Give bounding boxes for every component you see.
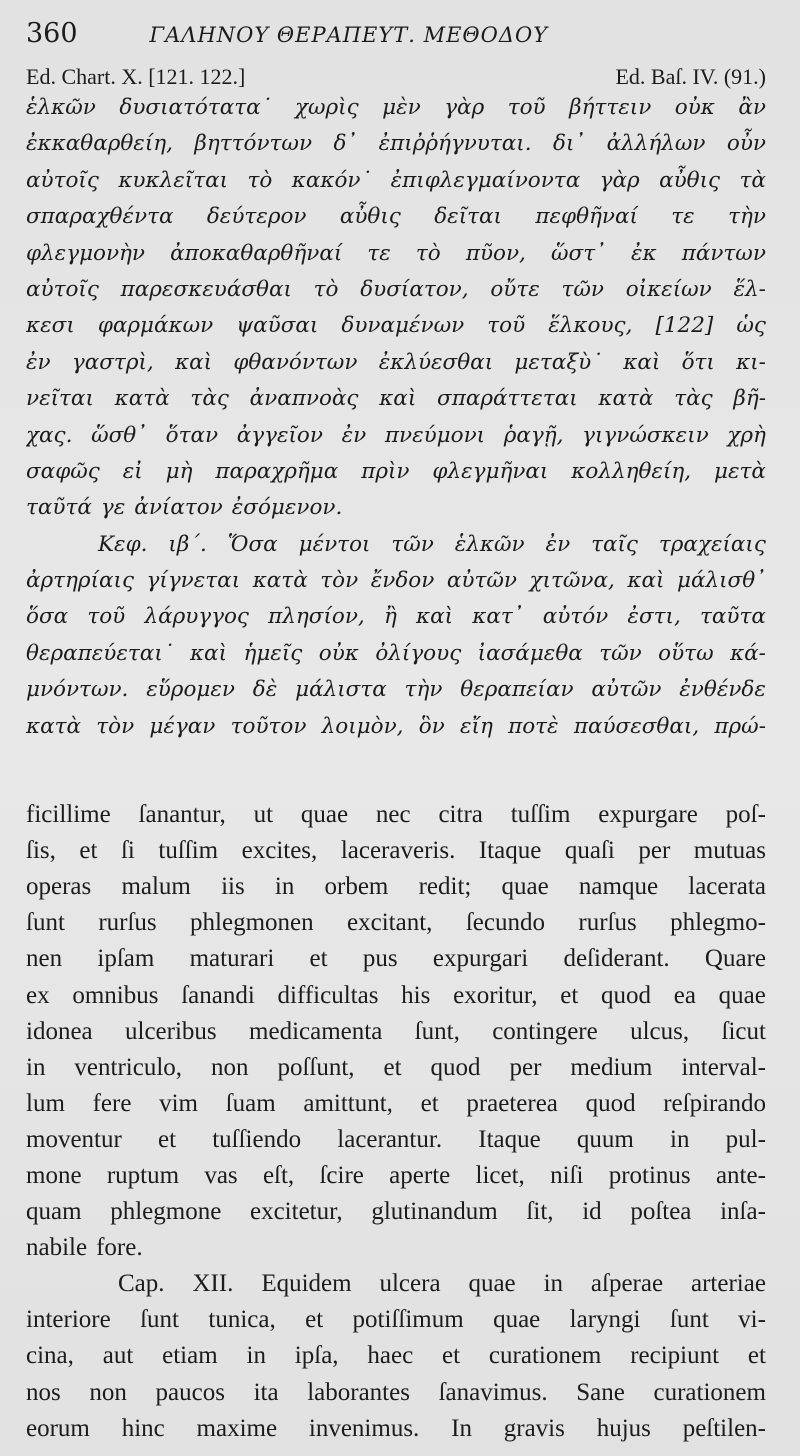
greek-text-line: κεσι φαρμάκων ψαῦσαι δυναμένων τοῦ ἕλκους, [122] ὡς xyxy=(26,313,766,339)
latin-text-line: interiore ſunt tunica, et potiſſimum quae laryngi ſunt vi- xyxy=(26,1306,766,1334)
edition-right: Ed. Baſ. IV. (91.) xyxy=(615,64,766,89)
greek-text-line: χας. ὥσθ᾽ ὅταν ἀγγεῖον ἐν πνεύμονι ῥαγῇ, γιγνώσκειν χρὴ xyxy=(26,422,766,448)
latin-text-line: nen ipſam maturari et pus expurgari deſiderant. Quare xyxy=(26,945,766,973)
greek-text-line: ἐν γαστρὶ, καὶ φθανόντων ἐκλύεσθαι μεταξὺ˙ καὶ ὅτι κι- xyxy=(26,349,766,375)
greek-text-line: σπαραχθέντα δεύτερον αὖθις δεῖται πεφθῆναί τε τὴν xyxy=(26,204,766,230)
greek-text-line: ἀρτηρίαις γίγνεται κατὰ τὸν ἔνδον αὐτῶν χιτῶνα, καὶ μάλισθ᾽ xyxy=(26,568,766,594)
latin-text-line: cina, aut etiam in ipſa, haec et curationem recipiunt et xyxy=(26,1342,766,1370)
greek-text-line: σαφῶς εἰ μὴ παραχρῆμα πρὶν φλεγμῆναι κολληθείη, μετὰ xyxy=(26,458,766,484)
latin-text-line: quam phlegmone excitetur, glutinandum ſit, id poſtea inſa- xyxy=(26,1198,766,1226)
latin-text-line: ſis, et ſi tuſſim excites, laceraveris. Itaque quaſi per mutuas xyxy=(26,837,766,865)
latin-text-line: in ventriculo, non poſſunt, et quod per medium interval- xyxy=(26,1053,766,1081)
latin-text-line: nabile fore. xyxy=(26,1234,143,1262)
greek-text-line: ταῦτά γε ἀνίατον ἐσόμενον. xyxy=(26,495,343,521)
greek-text-line: Κεφ. ιβ΄. Ὅσα μέντοι τῶν ἑλκῶν ἐν ταῖς τραχείαις xyxy=(98,531,766,557)
greek-text-line: φλεγμονὴν ἀποκαθαρθῆναί τε τὸ πῦον, ὥστ᾽ ἐκ πάντων xyxy=(26,240,766,266)
latin-text-line: ex omnibus ſanandi difficultas his exoritur, et quod ea quae xyxy=(26,981,766,1009)
greek-text-line: ἐκκαθαρθείη, βηττόντων δ᾽ ἐπιῤῥήγνυται. δι᾽ ἀλλήλων οὖν xyxy=(26,131,766,157)
page-number: 360 xyxy=(26,18,78,49)
latin-text-line: operas malum iis in orbem redit; quae namque lacerata xyxy=(26,873,766,901)
latin-text-line: idonea ulceribus medicamenta ſunt, contingere ulcus, ſicut xyxy=(26,1017,766,1045)
running-title: ΓΑΛΗΝΟΥ ΘΕΡΑΠΕΥΤ. ΜΕΘΟΔΟΥ xyxy=(149,23,549,47)
latin-text-line: ſunt rurſus phlegmonen excitant, ſecundo rurſus phlegmo- xyxy=(26,909,766,937)
latin-text-line: eorum hinc maxime invenimus. In gravis hujus peſtilen- xyxy=(26,1414,766,1442)
greek-text-line: ἑλκῶν δυσιατότατα˙ χωρὶς μὲν γὰρ τοῦ βήττειν οὐκ ἂν xyxy=(26,95,766,120)
latin-text-line: ficillime ſanantur, ut quae nec citra tuſſim expurgare poſ- xyxy=(26,801,766,829)
greek-text-line: νεῖται κατὰ τὰς ἀναπνοὰς καὶ σπαράττεται κατὰ τὰς βῆ- xyxy=(26,386,766,412)
greek-text-line: θεραπεύεται˙ καὶ ἡμεῖς οὐκ ὀλίγους ἰασάμεθα τῶν οὕτω κά- xyxy=(26,640,766,666)
running-head xyxy=(26,12,766,60)
latin-text-line: nos non paucos ita laborantes ſanavimus. Sane curationem xyxy=(26,1378,766,1406)
greek-text-line: αὐτοῖς κυκλεῖται τὸ κακόν˙ ἐπιφλεγμαίνοντα γὰρ αὖθις τὰ xyxy=(26,167,766,193)
greek-text-line: μνόντων. εὕρομεν δὲ μάλιστα τὴν θεραπείαν αὐτῶν ἐνθένδε xyxy=(26,677,766,703)
latin-text-line: mone ruptum vas eſt, ſcire aperte licet, niſi protinus ante- xyxy=(26,1161,766,1189)
greek-text-line: κατὰ τὸν μέγαν τοῦτον λοιμὸν, ὃν εἴη ποτὲ παύσεσθαι, πρώ- xyxy=(26,713,766,739)
latin-text-line: lum fere vim ſuam amittunt, et praeterea quod reſpirando xyxy=(26,1089,766,1117)
latin-text-line: moventur et tuſſiendo lacerantur. Itaque quum in pul- xyxy=(26,1125,766,1153)
greek-text-line: ὅσα τοῦ λάρυγγος πλησίον, ἢ καὶ κατ᾽ αὐτόν ἐστι, ταῦτα xyxy=(26,604,766,630)
latin-text-block xyxy=(26,797,766,1447)
edition-line xyxy=(26,60,766,90)
greek-text-block xyxy=(26,90,766,745)
latin-text-line: Cap. XII. Equidem ulcera quae in aſperae arteriae xyxy=(118,1270,766,1298)
edition-left: Ed. Chart. X. [121. 122.] xyxy=(26,64,246,89)
greek-text-line: αὐτοῖς παρεσκευάσθαι τὸ δυσίατον, οὔτε τῶν οἰκείων ἕλ- xyxy=(26,276,766,302)
